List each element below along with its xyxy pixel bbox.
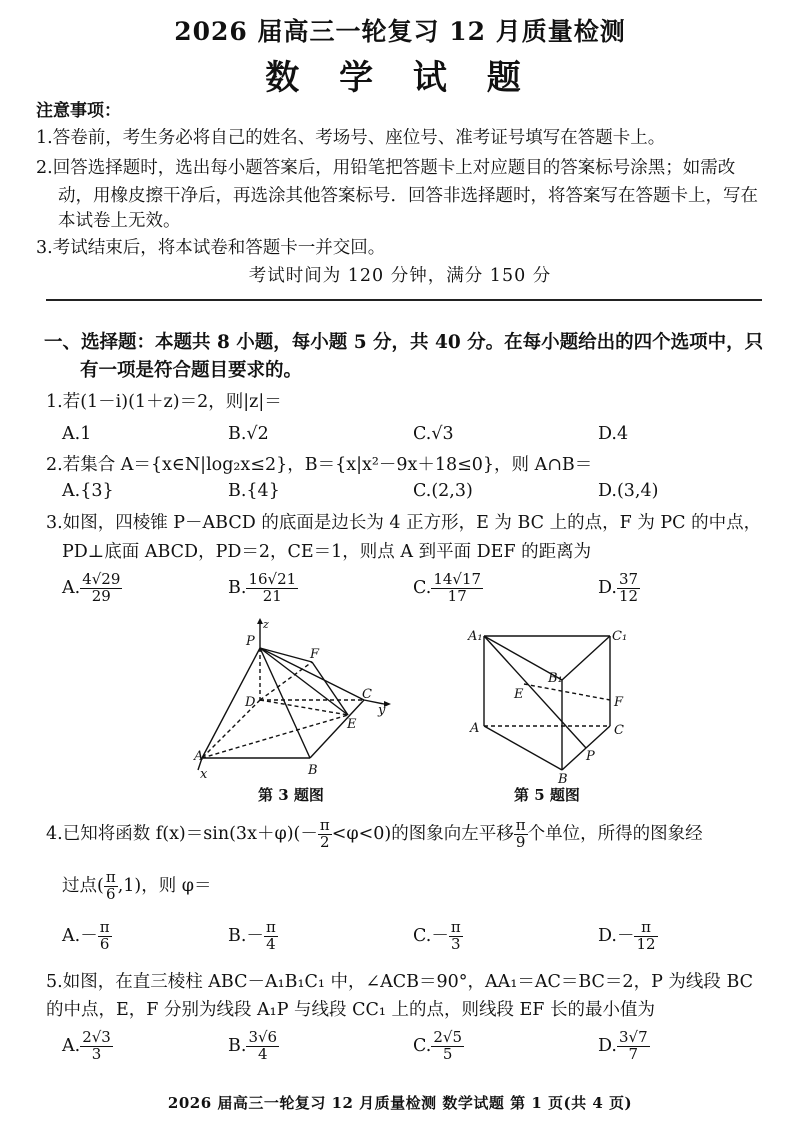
q2-option-c: C.(2,3) <box>413 481 473 501</box>
fig5-label-c1: C₁ <box>612 629 628 644</box>
q5-option-a: A. $\frac{2√3}{3}$ <box>62 1028 111 1063</box>
q4-option-d: D.－ $\frac{\pi}{12}$ <box>598 918 656 953</box>
fig5-label-e: E <box>514 687 524 702</box>
fig5-label-a: A <box>470 721 480 736</box>
exam-timing: 考试时间为 120 分钟，满分 150 分 <box>248 266 552 286</box>
figure-3-pyramid <box>190 618 400 786</box>
section-1-heading-line-1: 一、选择题：本题共 8 小题，每小题 5 分，共 40 分。在每小题给出的四个选项中，只 <box>44 332 764 353</box>
q3-stem-line-2: PD⊥底面 ABCD，PD＝2，CE＝1，则点 A 到平面 DEF 的距离为 <box>62 542 592 562</box>
figure-5-prism <box>462 622 642 784</box>
fig5-label-f: F <box>614 695 624 710</box>
fig3-label-d: D <box>245 695 256 710</box>
q4-option-a: A.－ $\frac{\pi}{6}$ <box>62 918 110 953</box>
notice-item-2-line-2: 动，用橡皮擦干净后，再选涂其他答案标号．回答非选择题时，将答案写在答题卡上，写在 <box>58 186 758 206</box>
figure-3-caption: 第 3 题图 <box>258 786 324 804</box>
fig3-label-b: B <box>308 763 318 778</box>
notice-item-1: 1.答卷前，考生务必将自己的姓名、考场号、座位号、准考证号填写在答题卡上。 <box>36 128 666 148</box>
fig5-label-b: B <box>558 772 568 784</box>
figure-5-caption: 第 5 题图 <box>514 786 580 804</box>
section-1-heading-line-2: 有一项是符合题目要求的。 <box>80 360 303 381</box>
q1-option-b: B.√2 <box>228 424 269 444</box>
q4-stem-line-2: 过点( $\frac{\pi}{6}$ ,1)，则 φ＝ <box>62 868 212 903</box>
q2-option-a: A.{3} <box>62 481 114 501</box>
subject-title: 数 学 试 题 <box>265 58 535 98</box>
q4-stem-line-1: 4.已知将函数 f(x)＝sin(3x＋φ)(－ $\frac{\pi}{2}$ <φ<0)的图象向左平移 $\frac{\pi}{9}$ 个单位，所得的图象经 <box>46 816 703 851</box>
q2-option-d: D.(3,4) <box>598 481 659 501</box>
q1-option-a: A.1 <box>62 424 92 444</box>
fig3-label-a: A <box>194 749 204 764</box>
q3-stem-line-1: 3.如图，四棱锥 P－ABCD 的底面是边长为 4 正方形，E 为 BC 上的点，F 为 PC 的中点， <box>46 513 762 533</box>
q1-option-c: C.√3 <box>413 424 454 444</box>
q5-option-d: D. $\frac{3√7}{7}$ <box>598 1028 648 1063</box>
q5-option-c: C. $\frac{2√5}{5}$ <box>413 1028 462 1063</box>
notice-item-3: 3.考试结束后，将本试卷和答题卡一并交回。 <box>36 238 386 258</box>
fig3-label-x: x <box>200 767 208 782</box>
fig3-label-e: E <box>347 717 357 732</box>
fig3-label-z: z <box>263 618 269 631</box>
q2-option-b: B.{4} <box>228 481 280 501</box>
page-footer: 2026 届高三一轮复习 12 月质量检测 数学试题 第 1 页(共 4 页) <box>167 1094 633 1112</box>
fig5-label-a1: A₁ <box>468 629 483 644</box>
q5-stem-line-1: 5.如图，在直三棱柱 ABC－A₁B₁C₁ 中，∠ACB＝90°，AA₁＝AC＝BC＝2，P 为线段 BC <box>46 972 754 992</box>
divider <box>46 299 762 301</box>
q4-option-c: C.－ $\frac{\pi}{3}$ <box>413 918 461 953</box>
fig5-label-c: C <box>614 723 624 738</box>
q5-option-b: B. $\frac{3√6}{4}$ <box>228 1028 278 1063</box>
q3-option-c: C. $\frac{14√17}{17}$ <box>413 570 482 605</box>
fig3-label-f: F <box>310 647 320 662</box>
q3-option-a: A. $\frac{4√29}{29}$ <box>62 570 121 605</box>
q1-option-d: D.4 <box>598 424 629 444</box>
notice-item-2-line-1: 2.回答选择题时，选出每小题答案后，用铅笔把答题卡上对应题目的答案标号涂黑；如需改 <box>36 158 736 178</box>
fig3-label-c: C <box>362 687 372 702</box>
q4-option-b: B.－ $\frac{\pi}{4}$ <box>228 918 276 953</box>
q5-stem-line-2: 的中点，E，F 分别为线段 A₁P 与线段 CC₁ 上的点，则线段 EF 长的最小值为 <box>46 1000 655 1020</box>
notice-item-2-line-3: 本试卷上无效。 <box>58 211 181 231</box>
fig3-label-p: P <box>246 634 255 649</box>
q3-option-b: B. $\frac{16√21}{21}$ <box>228 570 297 605</box>
q2-stem: 2.若集合 A＝{x∈N|log₂x≤2}，B＝{x|x²－9x＋18≤0}，则 A∩B＝ <box>46 455 593 475</box>
q3-option-d: D. $\frac{37}{12}$ <box>598 570 639 605</box>
q1-stem: 1.若(1－i)(1＋z)＝2，则|z|＝ <box>46 392 282 412</box>
fig5-label-b1: B₁ <box>548 671 563 686</box>
notice-heading: 注意事项： <box>36 101 121 121</box>
fig5-label-p: P <box>586 749 595 764</box>
fig3-label-y: y <box>378 703 386 718</box>
exam-title: 2026 届高三一轮复习 12 月质量检测 <box>174 17 626 46</box>
